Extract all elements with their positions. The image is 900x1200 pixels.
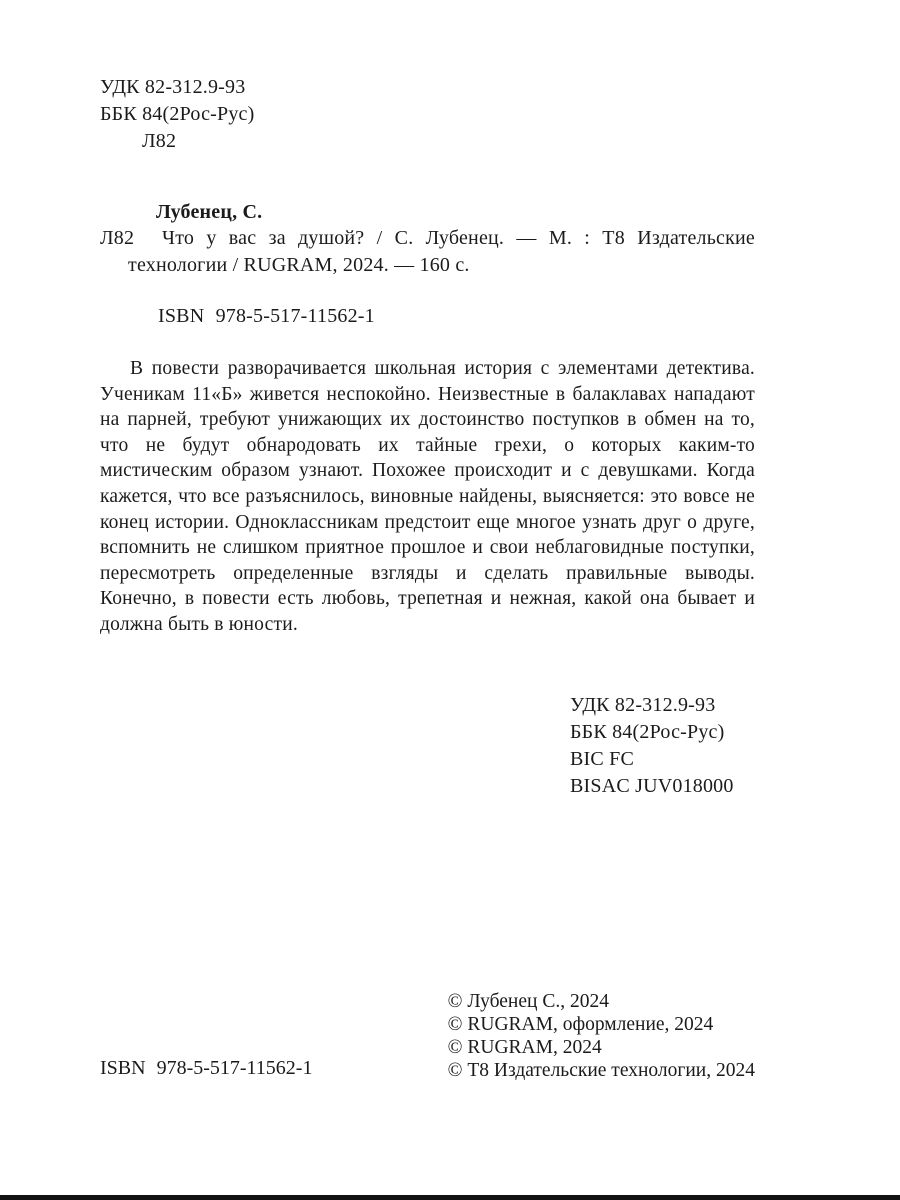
catalog-code: Л82	[100, 227, 135, 249]
bic-code: BIC FC	[570, 747, 635, 770]
bisac-code: BISAC JUV018000	[570, 774, 734, 797]
copyright-line-t8: © Т8 Издательские технологии, 2024	[447, 1060, 755, 1081]
catalog-description: Что у вас за душой? / С. Лубенец. — М. : Т8 Издательские технологии / RUGRAM, 2024. — 160 с.	[128, 227, 755, 276]
copyright-line-author: © Лубенец С., 2024	[447, 991, 609, 1012]
bottom-section	[100, 990, 755, 1082]
isbn-bottom: ISBN 978-5-517-11562-1	[100, 1057, 313, 1079]
copyright-line-rugram-design: © RUGRAM, оформление, 2024	[447, 1014, 714, 1035]
copyright-block	[448, 990, 755, 1082]
catalog-entry	[100, 225, 755, 279]
annotation-text: В повести разворачивается школьная история с элементами детектива. Ученикам 11«Б» живется неспокойно. Неизвестные в балаклавах нападают на парней, требуют унижающих их достоинство поступков в обмен на то, что не будут обнародовать их тайные грехи, о которых каким-то мистическим образом узнают. Похожее происходит и с девушками. Когда кажется, что все разъяснилось, виновные найдены, выясняется: это вовсе не конец истории. Одноклассникам предстоит еще многое узнать друг о друге, вспомнить не слишком приятное прошлое и свои неблаговидные поступки, пересмотреть определенные взгляды и сделать правильные выводы. Конечно, в повести есть любовь, трепетная и нежная, какой она бывает и должна быть в юности.	[100, 358, 755, 635]
catalog-author: Лубенец, С.	[156, 201, 263, 223]
bottom-codes-block	[570, 692, 755, 800]
copyright-line-rugram: © RUGRAM, 2024	[447, 1037, 602, 1058]
bbk-code-bottom: ББК 84(2Рос-Рус)	[570, 720, 725, 743]
udk-code-bottom: УДК 82-312.9-93	[570, 693, 716, 716]
udk-code: УДК 82-312.9-93	[100, 76, 246, 98]
author-sigla: Л82	[142, 130, 177, 152]
bbk-code: ББК 84(2Рос-Рус)	[100, 103, 255, 125]
page-bottom-edge	[0, 1195, 900, 1200]
top-codes-block	[100, 74, 755, 155]
isbn-top: ISBN 978-5-517-11562-1	[158, 305, 375, 327]
